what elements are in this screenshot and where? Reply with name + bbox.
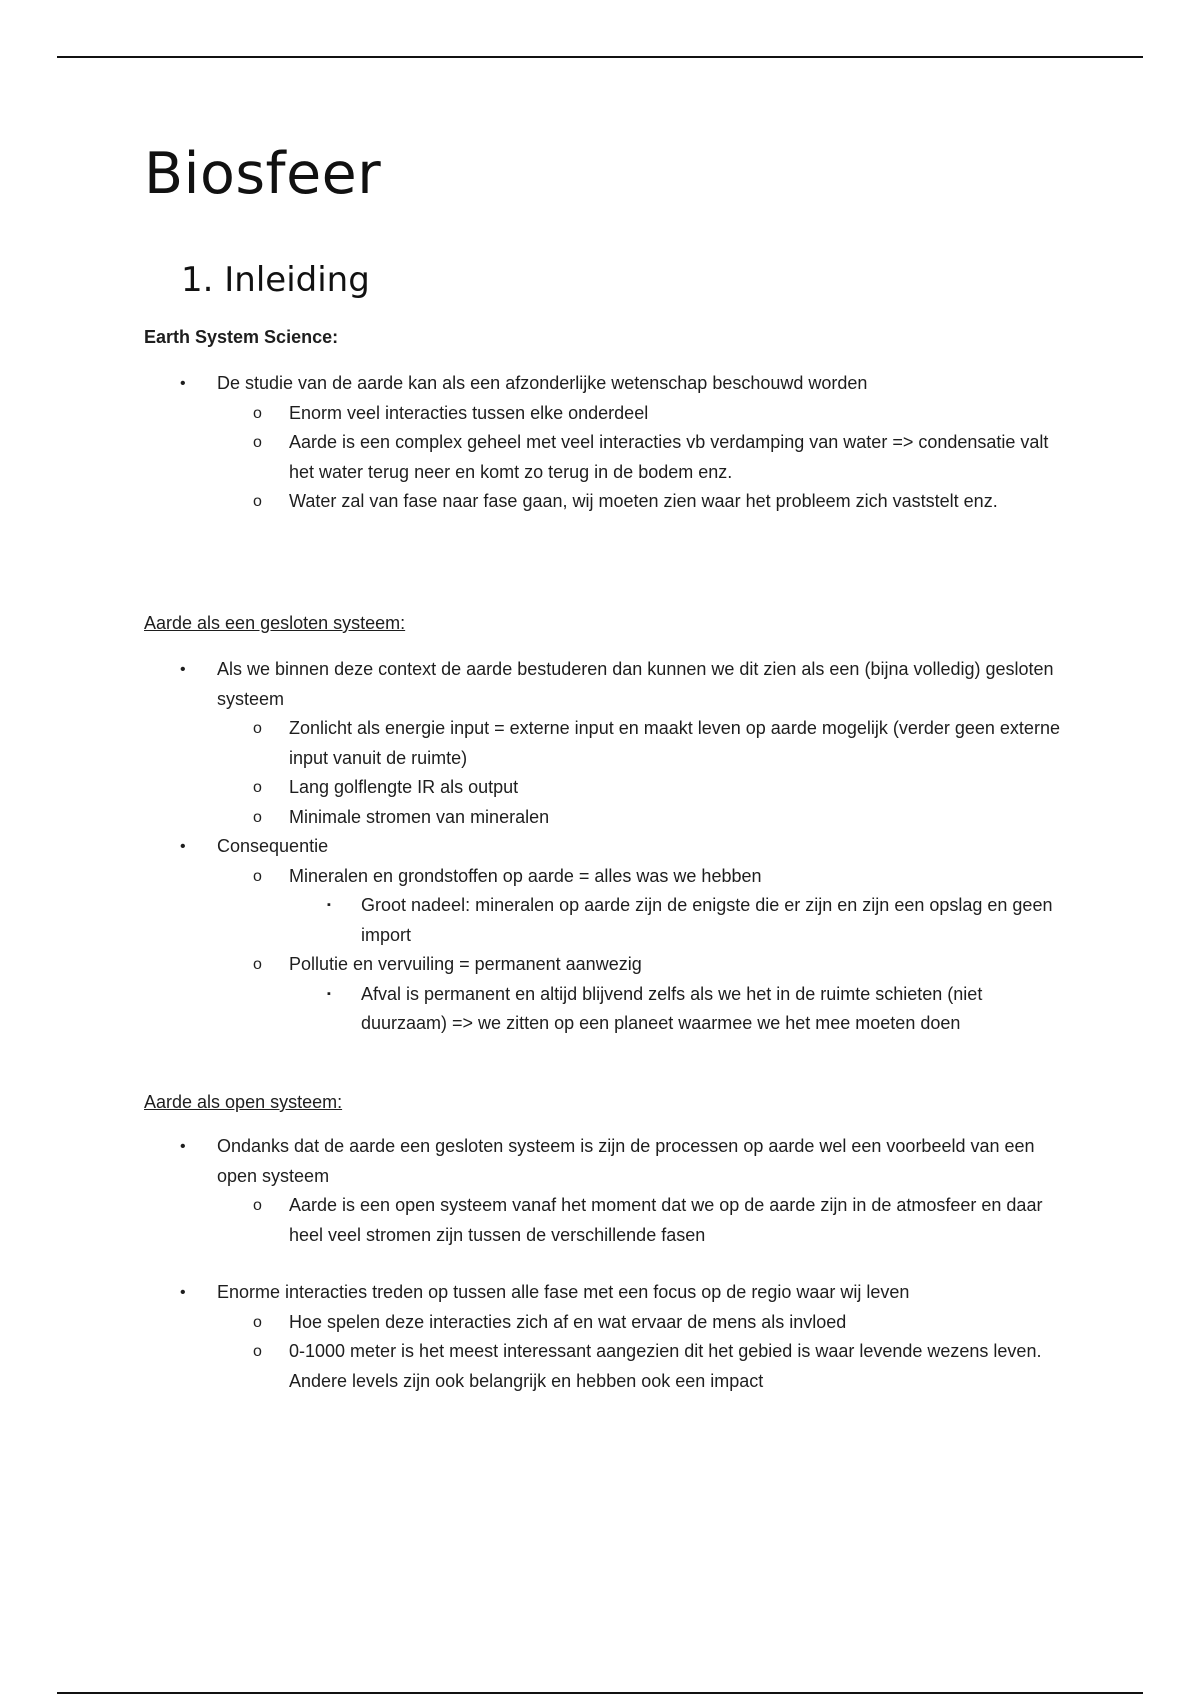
section-label: Inleiding — [224, 260, 370, 300]
earth-system-science-heading: Earth System Science: — [144, 327, 339, 347]
list-item: • De studie van de aarde kan als een afzonderlijke wetenschap beschouwd worden — [144, 369, 1064, 399]
list-item: • Enorme interacties treden op tussen alle fase met een focus op de regio waar wij leven — [144, 1278, 1064, 1308]
bullet-marker: • — [180, 375, 186, 392]
bullet-marker: • — [180, 661, 186, 678]
section-number: 1. — [181, 260, 214, 300]
paragraph-gap — [144, 1250, 1064, 1278]
list-item: o Mineralen en grondstoffen op aarde = alles was we hebben — [144, 862, 1064, 892]
circle-marker: o — [253, 867, 262, 885]
closed-system-section — [144, 610, 1064, 1039]
circle-marker: o — [253, 720, 262, 737]
open-system-heading: Aarde als open systeem: — [144, 1092, 343, 1112]
open-system-section — [144, 1089, 1064, 1396]
list-item: • Ondanks dat de aarde een gesloten systeem is zijn de processen op aarde wel een voorbeeld van een open systeem — [144, 1132, 1064, 1191]
circle-marker: o — [253, 493, 262, 510]
square-marker: ▪ — [327, 899, 331, 911]
circle-marker: o — [253, 956, 262, 973]
document-title: Biosfeer — [144, 141, 382, 207]
list-item: • Als we binnen deze context de aarde bestuderen dan kunnen we dit zien als een (bijna volledig) gesloten systeem — [144, 655, 1064, 714]
list-item: ▪ Afval is permanent en altijd blijvend zelfs als we het in de ruimte schieten (niet duurzaam) => we zitten op een planeet waarmee we het mee moeten doen — [144, 980, 1064, 1039]
circle-marker: o — [253, 1197, 262, 1214]
list-item: o Enorm veel interacties tussen elke onderdeel — [144, 399, 1064, 429]
bullet-marker: • — [180, 1138, 186, 1155]
closed-system-list — [144, 655, 1064, 1039]
circle-marker: o — [253, 779, 262, 796]
circle-marker: o — [253, 808, 262, 826]
list-item: o Water zal van fase naar fase gaan, wij moeten zien waar het probleem zich vaststelt enz. — [144, 487, 1064, 517]
list-item: ▪ Groot nadeel: mineralen op aarde zijn de enigste die er zijn en zijn een opslag en geen import — [144, 891, 1064, 950]
list-item: • Consequentie — [144, 832, 1064, 862]
open-system-list-2 — [144, 1278, 1064, 1396]
list-item: o Zonlicht als energie input = externe input en maakt leven op aarde mogelijk (verder geen externe input vanuit de ruimte) — [144, 714, 1064, 773]
list-item: o Hoe spelen deze interacties zich af en wat ervaar de mens als invloed — [144, 1308, 1064, 1338]
earth-system-science-section — [144, 324, 1064, 517]
list-item: o Aarde is een open systeem vanaf het moment dat we op de aarde zijn in de atmosfeer en daar heel veel stromen zijn tussen de verschillende fasen — [144, 1191, 1064, 1250]
section-heading — [181, 258, 370, 302]
list-item: o Pollutie en vervuiling = permanent aanwezig — [144, 950, 1064, 980]
list-item: o Lang golflengte IR als output — [144, 773, 1064, 803]
square-marker: ▪ — [327, 987, 331, 1000]
list-item: o Minimale stromen van mineralen — [144, 803, 1064, 833]
circle-marker: o — [253, 1313, 262, 1331]
list-item: o Aarde is een complex geheel met veel interacties vb verdamping van water => condensatie valt het water terug neer en komt zo terug in de bodem enz. — [144, 428, 1064, 487]
header-rule — [57, 56, 1143, 58]
open-system-list — [144, 1132, 1064, 1250]
list-item: o 0-1000 meter is het meest interessant aangezien dit het gebied is waar levende wezens leven. Andere levels zijn ook belangrijk en hebben ook een impact — [144, 1337, 1064, 1396]
circle-marker: o — [253, 434, 262, 451]
circle-marker: o — [253, 404, 262, 422]
footer-rule — [57, 1692, 1143, 1694]
bullet-marker: • — [180, 1284, 186, 1301]
closed-system-heading: Aarde als een gesloten systeem: — [144, 613, 406, 633]
earth-system-science-list — [144, 369, 1064, 517]
circle-marker: o — [253, 1343, 262, 1360]
bullet-marker: • — [180, 838, 186, 855]
